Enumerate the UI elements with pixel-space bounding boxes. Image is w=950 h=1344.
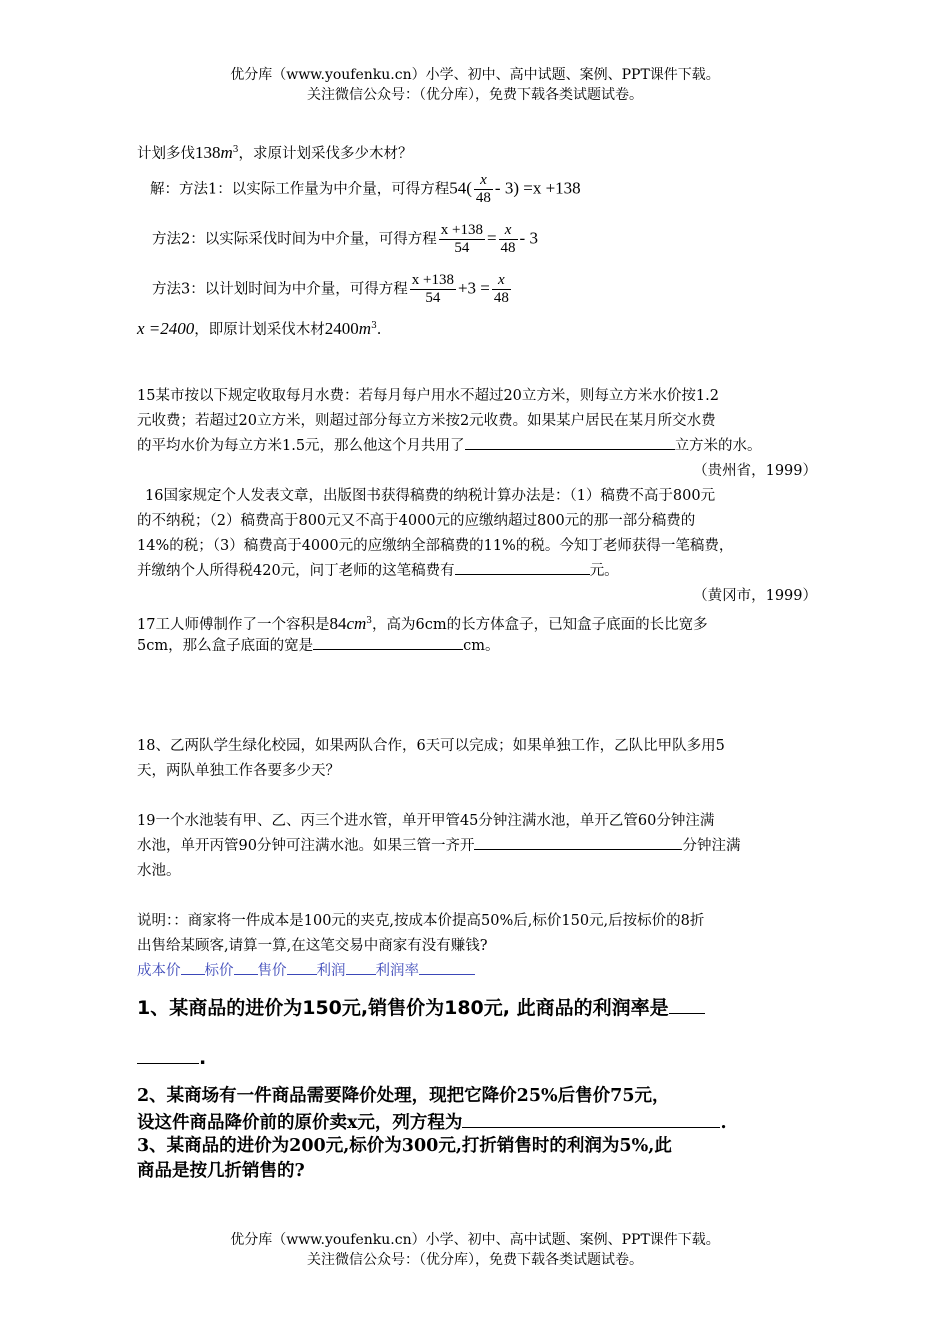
q17-line-2: 5cm，那么盒子底面的宽是 cm。 (137, 634, 817, 659)
q15-line-3: 的平均水价为每立方米1.5元，那么他这个月共用了 立方米的水。 (137, 434, 817, 459)
q18-line-1: 18、乙两队学生绿化校园，如果两队合作，6天可以完成；如果单独工作，乙队比甲队多用5 (137, 738, 725, 754)
solution-method-3: 方法3：以计划时间为中介量，可得方程 $\frac{x +138}{54}$ +3 = $\frac{x}{48}$ (152, 272, 509, 306)
q16-line-2: 的不纳税；（2）稿费高于800元又不高于4000元的应缴纳超过800元的那一部分稿费的 (137, 513, 696, 529)
q16-line-3: 14%的税；（3）稿费高于4000元的应缴纳全部稿费的11%的税。今知丁老师获得一笔稿费， (137, 538, 734, 554)
header-line-2: 关注微信公众号：（优分库），免费下载各类试题试卷。 (307, 87, 643, 103)
note-line-2: 出售给某顾客,请算一算,在这笔交易中商家有没有赚钱? (137, 938, 488, 954)
solution-method-2: 方法2：以实际采伐时间为中介量，可得方程 $\frac{x +138}{54}$ = $\frac{x}{48}$ - 3 (152, 222, 538, 256)
note-labels: 成本价 标价 售价 利润 利润率 (137, 959, 817, 984)
q19-line-1: 19一个水池装有甲、乙、丙三个进水管，单开甲管45分钟注满水池，单开乙管60分钟注满 (137, 813, 715, 829)
fraction: $\frac{x +138}{54}$ (411, 272, 454, 306)
intro-text: 计划多伐$138m^3$，求原计划采伐多少木材？ (137, 142, 413, 162)
problem-1-line-1: 1、某商品的进价为150元,销售价为180元, 此商品的利润率是 (137, 994, 817, 1023)
problem-3-line-1: 3、某商品的进价为200元,标价为300元,打折销售时的利润为5%,此 (137, 1136, 672, 1156)
answer-blank[interactable] (669, 994, 705, 1014)
answer-blank[interactable] (465, 434, 675, 450)
answer-blank[interactable] (313, 634, 463, 650)
solution-answer: x =2400，即原计划采伐木材$2400m^3$. (137, 318, 382, 338)
footer-line-2: 关注微信公众号：（优分库），免费下载各类试题试卷。 (307, 1252, 643, 1268)
fraction: $\frac{x}{48}$ (475, 172, 491, 206)
q15-line-1: 15某市按以下规定收取每月水费：若每月每户用水不超过20立方米，则每立方米水价按1.2 (137, 388, 719, 404)
q16-source: （黄冈市，1999） (693, 588, 817, 604)
solution-method-1: 解：方法1：以实际工作量为中介量，可得方程54( $\frac{x}{48}$ - 3) =x +138 (150, 172, 581, 206)
q18-line-2: 天，两队单独工作各要多少天？ (137, 763, 340, 779)
problem-3-line-2: 商品是按几折销售的? (137, 1161, 305, 1181)
q19-line-3: 水池。 (137, 863, 181, 879)
q15-source: （贵州省，1999） (693, 463, 817, 479)
footer-line-1: 优分库（www.youfenku.cn）小学、初中、高中试题、案例、PPT课件下载。 (230, 1232, 720, 1248)
header-line-1: 优分库（www.youfenku.cn）小学、初中、高中试题、案例、PPT课件下载。 (230, 67, 720, 83)
answer-blank[interactable] (455, 559, 590, 575)
answer-blank[interactable] (462, 1109, 720, 1128)
answer-blank[interactable] (137, 1044, 199, 1064)
q19-line-2: 水池，单开丙管90分钟可注满水池。如果三管一齐开 分钟注满 (137, 834, 817, 859)
q15-line-2: 元收费；若超过20立方米，则超过部分每立方米按2元收费。如果某户居民在某月所交水费 (137, 413, 716, 429)
q16-line-4: 并缴纳个人所得税420元，问丁老师的这笔稿费有 元。 (137, 559, 817, 584)
answer-blank[interactable] (474, 834, 682, 850)
problem-2-line-2: 设这件商品降价前的原价卖x元，列方程为 . (137, 1109, 817, 1136)
volume-value: 138 (195, 142, 221, 162)
fraction: $\frac{x}{48}$ (500, 222, 516, 256)
note-line-1: 说明：：商家将一件成本是100元的夹克,按成本价提高50%后,标价150元,后按标价的8折 (137, 913, 705, 929)
problem-2-line-1: 2、某商场有一件商品需要降价处理，现把它降价25%后售价75元， (137, 1086, 670, 1106)
fraction: $\frac{x +138}{54}$ (440, 222, 483, 256)
q16-line-1: 16国家规定个人发表文章，出版图书获得稿费的纳税计算办法是：（1）稿费不高于800元 (145, 488, 716, 504)
fraction: $\frac{x}{48}$ (493, 272, 509, 306)
problem-1-line-2: . (137, 1044, 817, 1073)
q17-line-1: 17工人师傅制作了一个容积是$84cm^3$，高为6cm的长方体盒子，已知盒子底面的长比宽多 (137, 613, 708, 633)
